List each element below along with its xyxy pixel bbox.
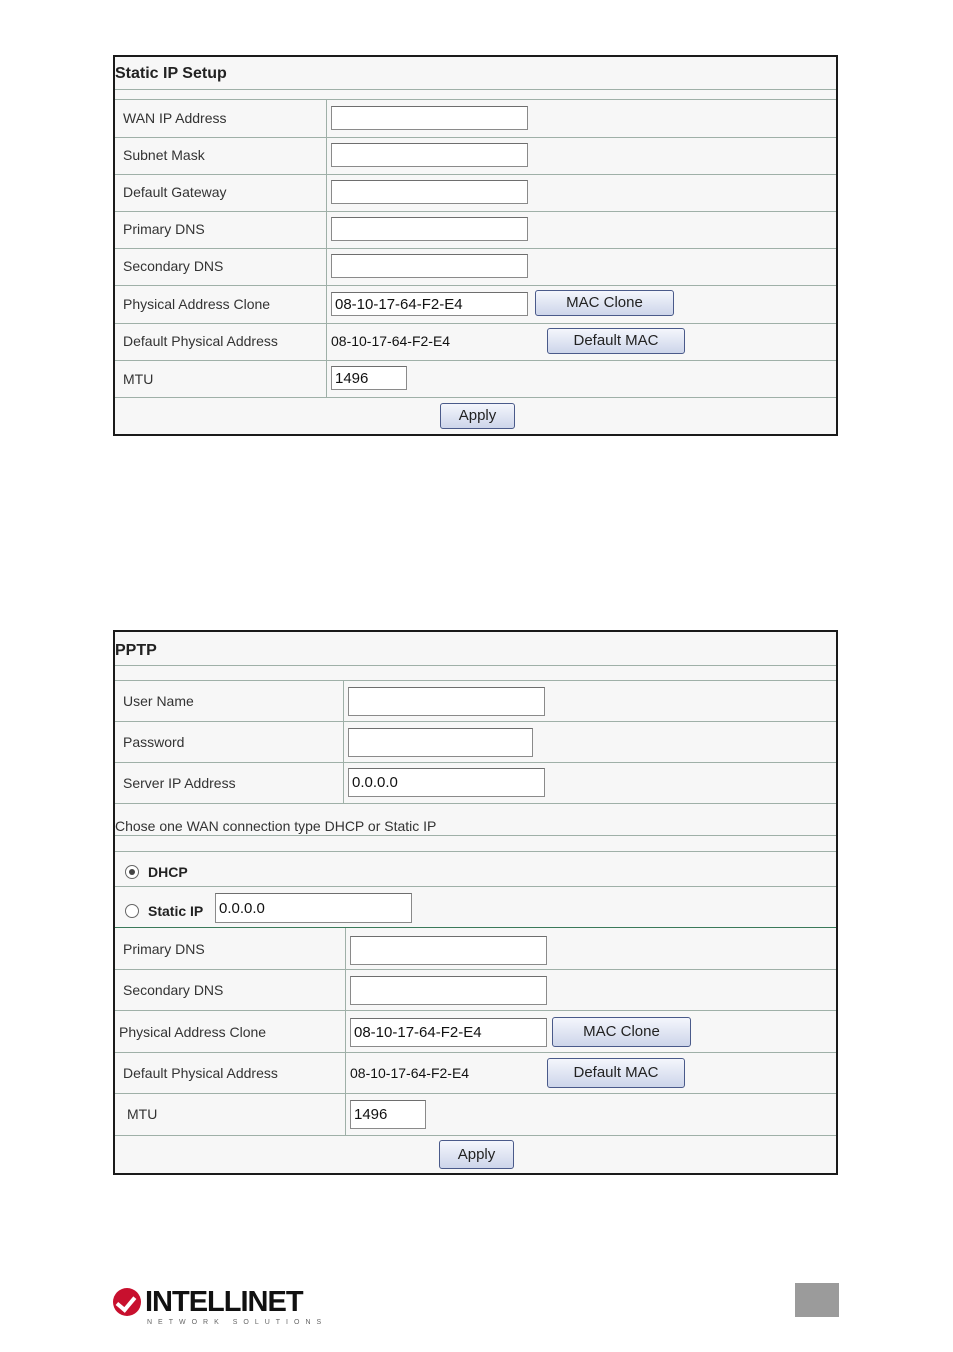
mac-clone-input[interactable] — [331, 292, 528, 316]
server-ip-input[interactable] — [348, 768, 545, 797]
mac-clone-input[interactable] — [350, 1018, 547, 1047]
static-ip-radio-label: Static IP — [148, 903, 204, 919]
row-divider — [115, 1093, 836, 1094]
row-divider — [115, 211, 836, 212]
row-divider — [115, 1010, 836, 1011]
default-mac-button[interactable]: Default MAC — [547, 328, 685, 354]
default-mac-label: Default Physical Address — [123, 333, 278, 349]
password-input[interactable] — [348, 728, 533, 757]
default-gateway-input[interactable] — [331, 180, 528, 204]
mtu-label: MTU — [123, 371, 154, 387]
connection-type-text: Chose one WAN connection type DHCP or Static IP — [115, 818, 437, 834]
row-divider — [115, 927, 836, 928]
row-divider — [115, 360, 836, 361]
row-divider — [115, 323, 836, 324]
page-number-box — [795, 1283, 839, 1317]
row-divider — [115, 397, 836, 398]
row-divider — [115, 762, 836, 763]
row-divider — [115, 137, 836, 138]
mtu-input[interactable] — [331, 366, 407, 390]
apply-button[interactable]: Apply — [440, 403, 515, 429]
user-name-label: User Name — [123, 693, 194, 709]
row-divider — [115, 1135, 836, 1136]
primary-dns-label: Primary DNS — [123, 221, 205, 237]
default-mac-value: 08-10-17-64-F2-E4 — [350, 1065, 470, 1081]
row-divider — [115, 174, 836, 175]
panel-title: Static IP Setup — [115, 65, 227, 82]
static-ip-input[interactable] — [215, 893, 412, 923]
row-divider — [115, 285, 836, 286]
divider — [115, 99, 836, 100]
mac-clone-label: Physical Address Clone — [119, 1024, 267, 1040]
default-mac-value: 08-10-17-64-F2-E4 — [331, 333, 451, 349]
secondary-dns-input[interactable] — [350, 976, 547, 1005]
primary-dns-input[interactable] — [331, 217, 528, 241]
primary-dns-label: Primary DNS — [123, 941, 205, 957]
mac-clone-label: Physical Address Clone — [123, 296, 271, 312]
wan-ip-label: WAN IP Address — [123, 110, 227, 126]
subnet-mask-label: Subnet Mask — [123, 147, 205, 163]
row-divider — [115, 969, 836, 970]
row-divider — [115, 1052, 836, 1053]
dhcp-radio-label: DHCP — [148, 864, 188, 880]
secondary-dns-input[interactable] — [331, 254, 528, 278]
mtu-label: MTU — [127, 1106, 158, 1122]
user-name-input[interactable] — [348, 687, 545, 716]
brand-name: INTELLINET — [145, 1286, 303, 1318]
row-divider — [115, 248, 836, 249]
secondary-dns-label: Secondary DNS — [123, 982, 224, 998]
secondary-dns-label: Secondary DNS — [123, 258, 224, 274]
row-divider — [115, 851, 836, 852]
dhcp-radio[interactable] — [125, 865, 139, 879]
row-divider — [115, 803, 836, 804]
panel-title: PPTP — [115, 642, 157, 659]
column-divider — [326, 100, 327, 398]
mac-clone-button[interactable]: MAC Clone — [535, 290, 674, 316]
default-gateway-label: Default Gateway — [123, 184, 227, 200]
server-ip-label: Server IP Address — [123, 775, 236, 791]
password-label: Password — [123, 734, 185, 750]
mac-clone-button[interactable]: MAC Clone — [552, 1017, 691, 1047]
checkmark-icon — [113, 1288, 141, 1316]
wan-ip-input[interactable] — [331, 106, 528, 130]
default-mac-label: Default Physical Address — [123, 1065, 278, 1081]
column-divider — [345, 928, 346, 1136]
static-ip-radio[interactable] — [125, 904, 139, 918]
row-divider — [115, 835, 836, 836]
mtu-input[interactable] — [350, 1100, 426, 1129]
divider — [115, 665, 836, 666]
primary-dns-input[interactable] — [350, 936, 547, 965]
apply-button[interactable]: Apply — [439, 1140, 514, 1169]
divider — [115, 680, 836, 681]
subnet-mask-input[interactable] — [331, 143, 528, 167]
column-divider — [343, 681, 344, 803]
pptp-panel — [113, 630, 838, 1175]
divider — [115, 89, 836, 90]
brand-tagline: NETWORK SOLUTIONS — [147, 1319, 328, 1326]
static-ip-setup-panel — [113, 55, 838, 436]
default-mac-button[interactable]: Default MAC — [547, 1058, 685, 1088]
row-divider — [115, 721, 836, 722]
row-divider — [115, 886, 836, 887]
